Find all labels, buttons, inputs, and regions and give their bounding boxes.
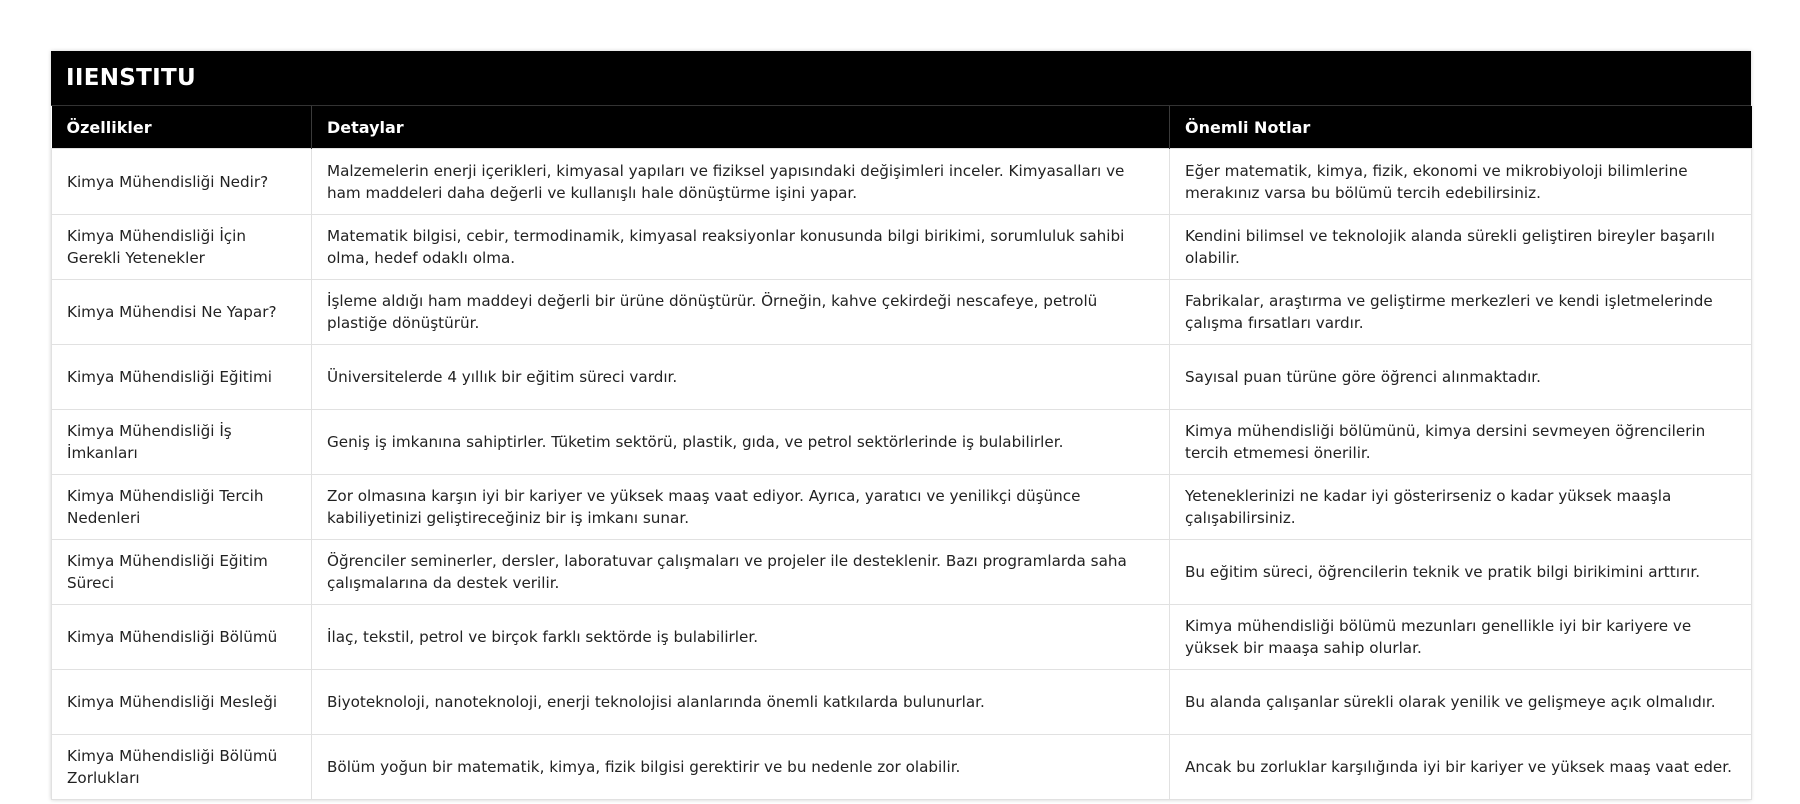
header-row [52,106,1752,149]
column-header-notes: Önemli Notlar [1170,106,1752,149]
notes-cell: Fabrikalar, araştırma ve geliştirme merkezleri ve kendi işletmelerinde çalışma fırsatları vardır. [1170,280,1752,345]
notes-cell: Sayısal puan türüne göre öğrenci alınmaktadır. [1170,345,1752,410]
feature-cell: Kimya Mühendisi Ne Yapar? [52,280,312,345]
details-cell: Öğrenciler seminerler, dersler, laboratuvar çalışmaları ve projeler ile desteklenir. Bazı programlarda saha çalışmalarına da destek verilir. [312,540,1170,605]
notes-cell: Yeteneklerinizi ne kadar iyi gösterirseniz o kadar yüksek maaşla çalışabilirsiniz. [1170,475,1752,540]
table-row [52,735,1752,800]
details-cell: İlaç, tekstil, petrol ve birçok farklı sektörde iş bulabilirler. [312,605,1170,670]
table-row [52,410,1752,475]
table-row [52,149,1752,215]
feature-cell: Kimya Mühendisliği Tercih Nedenleri [52,475,312,540]
table-body [52,149,1752,800]
notes-cell: Kimya mühendisliği bölümünü, kimya dersini sevmeyen öğrencilerin tercih etmemesi önerilir. [1170,410,1752,475]
details-cell: Zor olmasına karşın iyi bir kariyer ve yüksek maaş vaat ediyor. Ayrıca, yaratıcı ve yenilikçi düşünce kabiliyetinizi geliştireceğiniz bir iş imkanı sunar. [312,475,1170,540]
details-cell: İşleme aldığı ham maddeyi değerli bir ürüne dönüştürür. Örneğin, kahve çekirdeği nescafeye, petrolü plastiğe dönüştürür. [312,280,1170,345]
details-cell: Matematik bilgisi, cebir, termodinamik, kimyasal reaksiyonlar konusunda bilgi birikimi, sorumluluk sahibi olma, hedef odaklı olma. [312,215,1170,280]
feature-cell: Kimya Mühendisliği Nedir? [52,149,312,215]
content-table-container [51,51,1751,800]
table-row [52,605,1752,670]
feature-cell: Kimya Mühendisliği Eğitim Süreci [52,540,312,605]
notes-cell: Bu eğitim süreci, öğrencilerin teknik ve pratik bilgi birikimini arttırır. [1170,540,1752,605]
table-row [52,475,1752,540]
brand-title: IIENSTITU [51,51,1751,106]
feature-cell: Kimya Mühendisliği İş İmkanları [52,410,312,475]
table-row [52,215,1752,280]
notes-cell: Kimya mühendisliği bölümü mezunları genellikle iyi bir kariyere ve yüksek bir maaşa sahip olurlar. [1170,605,1752,670]
info-table [51,106,1752,800]
notes-cell: Ancak bu zorluklar karşılığında iyi bir kariyer ve yüksek maaş vaat eder. [1170,735,1752,800]
table-header [52,106,1752,149]
feature-cell: Kimya Mühendisliği İçin Gerekli Yetenekler [52,215,312,280]
details-cell: Biyoteknoloji, nanoteknoloji, enerji teknolojisi alanlarında önemli katkılarda bulunurlar. [312,670,1170,735]
notes-cell: Bu alanda çalışanlar sürekli olarak yenilik ve gelişmeye açık olmalıdır. [1170,670,1752,735]
column-header-details: Detaylar [312,106,1170,149]
details-cell: Malzemelerin enerji içerikleri, kimyasal yapıları ve fiziksel yapısındaki değişimleri inceler. Kimyasalları ve ham maddeleri daha değerli ve kullanışlı hale dönüştürme işini yapar. [312,149,1170,215]
notes-cell: Kendini bilimsel ve teknolojik alanda sürekli geliştiren bireyler başarılı olabilir. [1170,215,1752,280]
notes-cell: Eğer matematik, kimya, fizik, ekonomi ve mikrobiyoloji bilimlerine merakınız varsa bu bölümü tercih edebilirsiniz. [1170,149,1752,215]
table-row [52,540,1752,605]
details-cell: Bölüm yoğun bir matematik, kimya, fizik bilgisi gerektirir ve bu nedenle zor olabilir. [312,735,1170,800]
table-row [52,280,1752,345]
feature-cell: Kimya Mühendisliği Bölümü Zorlukları [52,735,312,800]
feature-cell: Kimya Mühendisliği Mesleği [52,670,312,735]
table-row [52,345,1752,410]
feature-cell: Kimya Mühendisliği Bölümü [52,605,312,670]
details-cell: Geniş iş imkanına sahiptirler. Tüketim sektörü, plastik, gıda, ve petrol sektörlerinde iş bulabilirler. [312,410,1170,475]
table-row [52,670,1752,735]
details-cell: Üniversitelerde 4 yıllık bir eğitim süreci vardır. [312,345,1170,410]
column-header-features: Özellikler [52,106,312,149]
feature-cell: Kimya Mühendisliği Eğitimi [52,345,312,410]
